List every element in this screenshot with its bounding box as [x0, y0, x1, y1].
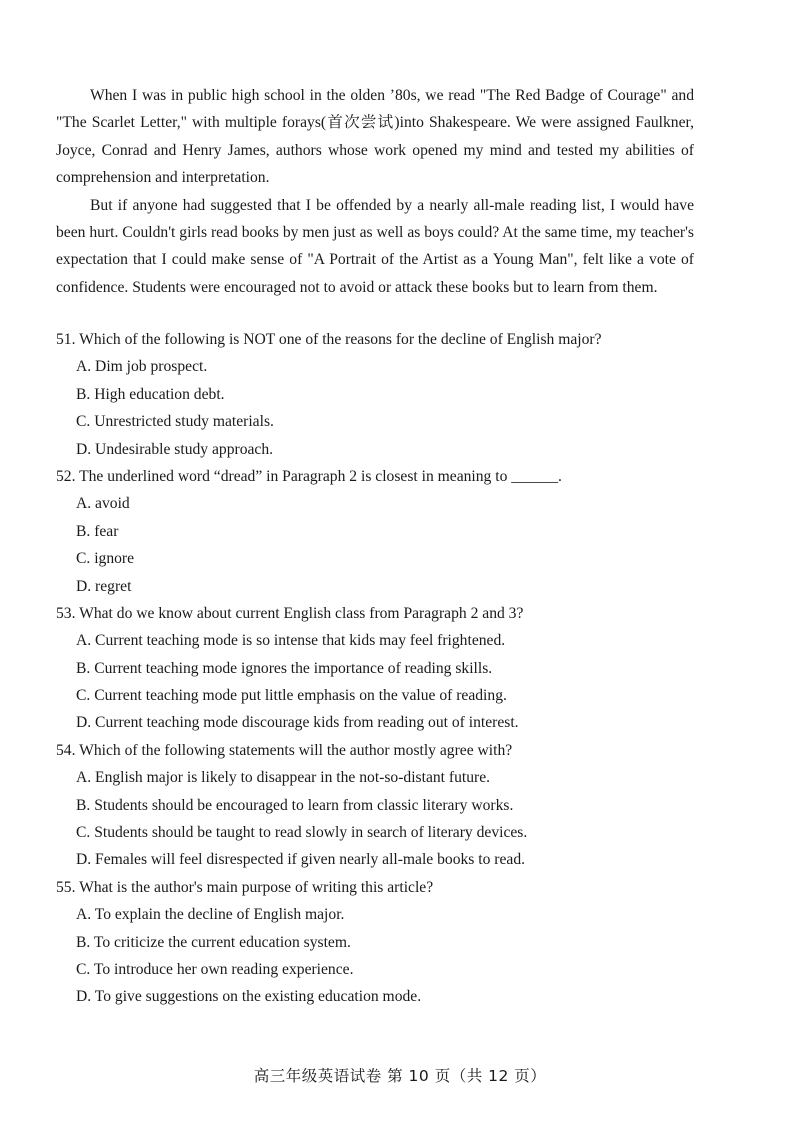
passage-paragraph-1: When I was in public high school in the olden ’80s, we read "The Red Badge of Courage" and "The Scarlet Letter," with multiple forays(首次尝试)into Shakespeare. We were assigned Faulkner, Joyce, Conrad and Henry James, authors whose work opened my mind and tested my abilities of comprehension and interpretation.	[56, 87, 694, 187]
option-a: A. Current teaching mode is so intense that kids may feel frightened.	[76, 632, 506, 650]
question-51	[56, 326, 716, 463]
option-a: A. avoid	[76, 495, 130, 513]
option-b: B. High education debt.	[76, 385, 225, 403]
question-list	[56, 326, 716, 1011]
option-c: C. Unrestricted study materials.	[76, 413, 274, 431]
option-c: C. Students should be taught to read slowly in search of literary devices.	[76, 824, 528, 842]
option-a: A. English major is likely to disappear in the not-so-distant future.	[76, 769, 491, 787]
option-d: D. Females will feel disrespected if given nearly all-male books to read.	[76, 851, 526, 869]
question-55	[56, 874, 716, 1011]
reading-passage	[56, 82, 694, 301]
question-stem: 52. The underlined word “dread” in Paragraph 2 is closest in meaning to ______.	[56, 467, 562, 485]
question-stem: 54. Which of the following statements will the author mostly agree with?	[56, 741, 513, 759]
option-c: C. ignore	[76, 550, 135, 568]
option-d: D. Current teaching mode discourage kids from reading out of interest.	[76, 714, 519, 732]
page-footer: 高三年级英语试卷 第 10 页（共 12 页）	[253, 1067, 547, 1085]
option-a: A. Dim job prospect.	[76, 358, 208, 376]
option-b: B. To criticize the current education system.	[76, 933, 351, 951]
option-c: C. Current teaching mode put little emphasis on the value of reading.	[76, 687, 507, 705]
option-d: D. Undesirable study approach.	[76, 440, 274, 458]
option-a: A. To explain the decline of English major.	[76, 906, 345, 924]
question-stem: 53. What do we know about current English class from Paragraph 2 and 3?	[56, 604, 524, 622]
option-b: B. Students should be encouraged to learn from classic literary works.	[76, 796, 514, 814]
question-52	[56, 463, 716, 600]
option-d: D. To give suggestions on the existing education mode.	[76, 988, 422, 1006]
passage-paragraph-2: But if anyone had suggested that I be offended by a nearly all-male reading list, I would have been hurt. Couldn't girls read books by men just as well as boys could? At the same time, my teacher's expectation that I could make sense of "A Portrait of the Artist as a Young Man", felt like a vote of confidence. Students were encouraged not to avoid or attack these books but to learn from them.	[56, 196, 694, 296]
question-stem: 51. Which of the following is NOT one of the reasons for the decline of English major?	[56, 331, 602, 348]
question-54	[56, 737, 716, 874]
question-stem: 55. What is the author's main purpose of writing this article?	[56, 878, 434, 896]
question-53	[56, 600, 716, 737]
option-b: B. Current teaching mode ignores the importance of reading skills.	[76, 659, 493, 677]
option-d: D. regret	[76, 577, 132, 595]
option-b: B. fear	[76, 522, 119, 540]
option-c: C. To introduce her own reading experience.	[76, 960, 354, 978]
